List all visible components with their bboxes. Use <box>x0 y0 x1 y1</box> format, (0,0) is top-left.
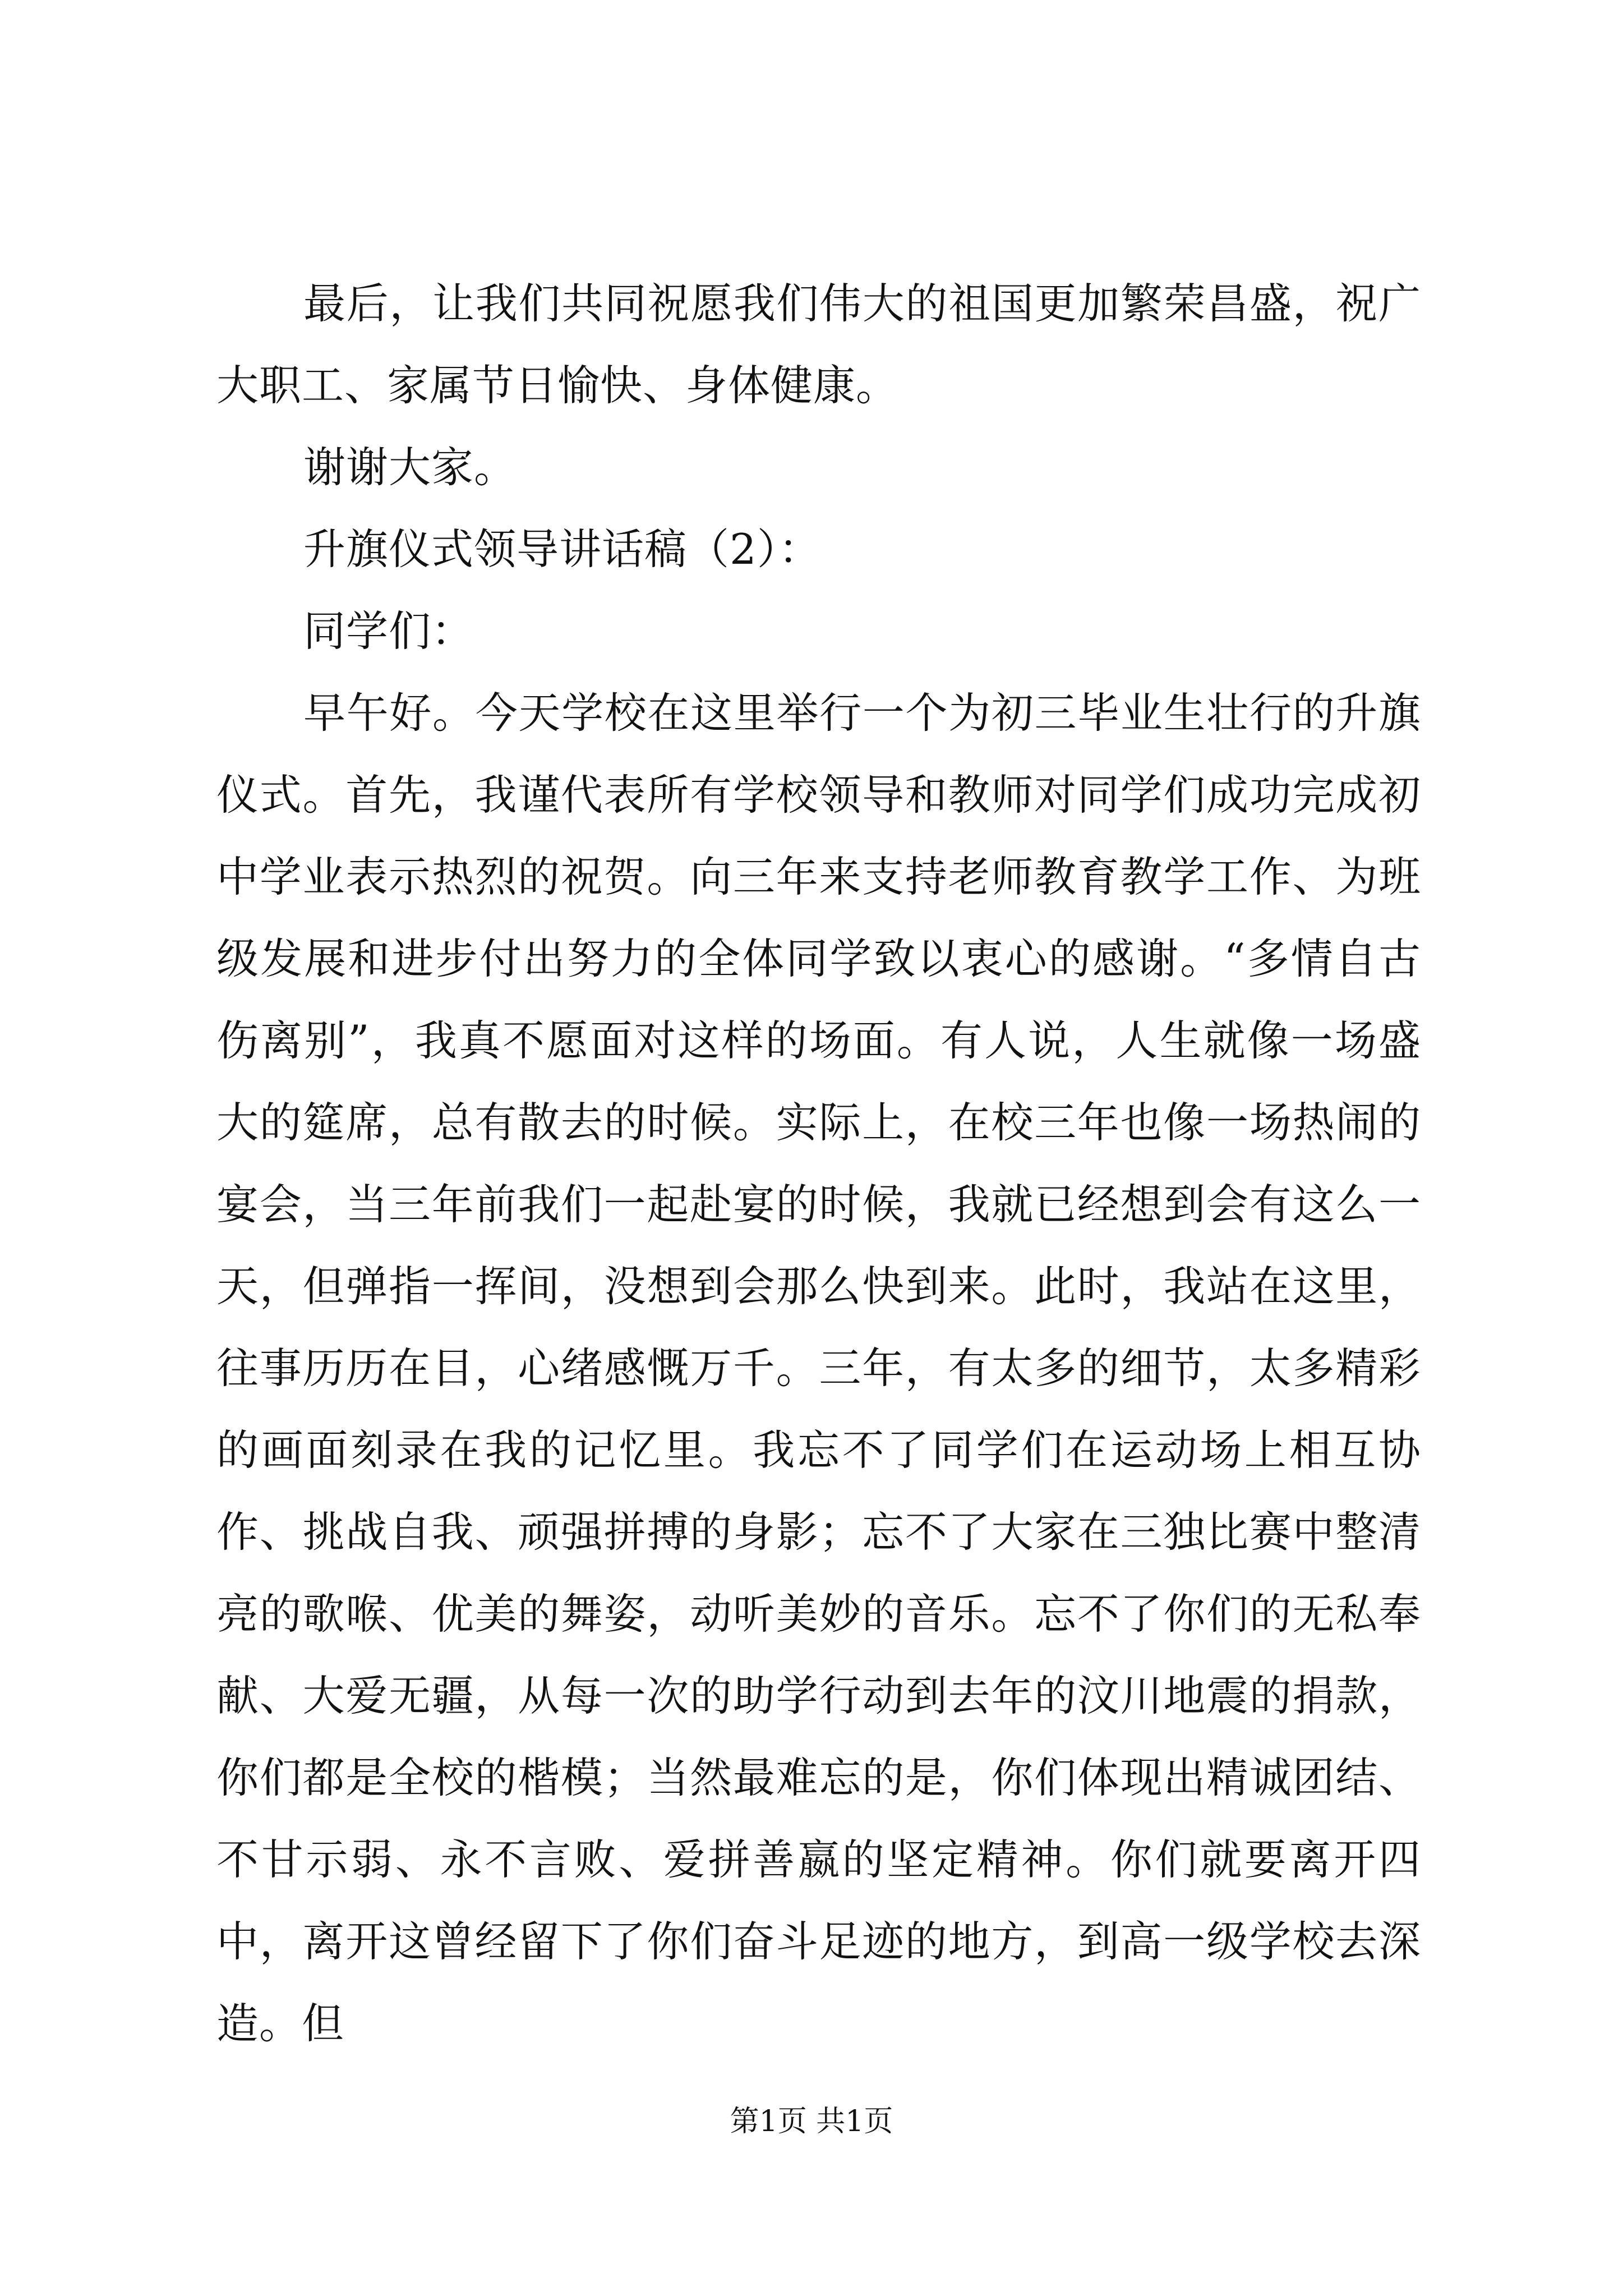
page-footer: 第1页 共1页 <box>730 2105 893 2138</box>
section-heading: 升旗仪式领导讲话稿（2）： <box>303 524 822 574</box>
salutation: 同学们： <box>303 606 474 656</box>
paragraph-closing-wishes: 最后，让我们共同祝愿我们伟大的祖国更加繁荣昌盛，祝广大职工、家属节日愉快、身体健康。 <box>216 279 1421 410</box>
document-body <box>216 263 1421 2064</box>
paragraph-speech-body: 早午好。今天学校在这里举行一个为初三毕业生壮行的升旗仪式。首先，我谨代表所有学校领导和教师对同学们成功完成初中学业表示热烈的祝贺。向三年来支持老师教育教学工作、为班级发展和进步付出努力的全体同学致以衷心的感谢。“多情自古伤离别”，我真不愿面对这样的场面。有人说，人生就像一场盛大的筵席，总有散去的时候。实际上，在校三年也像一场热闹的宴会，当三年前我们一起赴宴的时候，我就已经想到会有这么一天，但弹指一挥间，没想到会那么快到来。此时，我站在这里，往事历历在目，心绪感慨万千。三年，有太多的细节，太多精彩的画面刻录在我的记忆里。我忘不了同学们在运动场上相互协作、挑战自我、顽强拼搏的身影；忘不了大家在三独比赛中整清亮的歌喉、优美的舞姿，动听美妙的音乐。忘不了你们的无私奉献、大爱无疆，从每一次的助学行动到去年的汶川地震的捐款，你们都是全校的楷模；当然最难忘的是，你们体现出精诚团结、不甘示弱、永不言败、爱拼善嬴的坚定精神。你们就要离开四中，离开这曾经留下了你们奋斗足迹的地方，到高一级学校去深造。但 <box>216 688 1421 2048</box>
paragraph-thanks: 谢谢大家。 <box>303 443 517 492</box>
